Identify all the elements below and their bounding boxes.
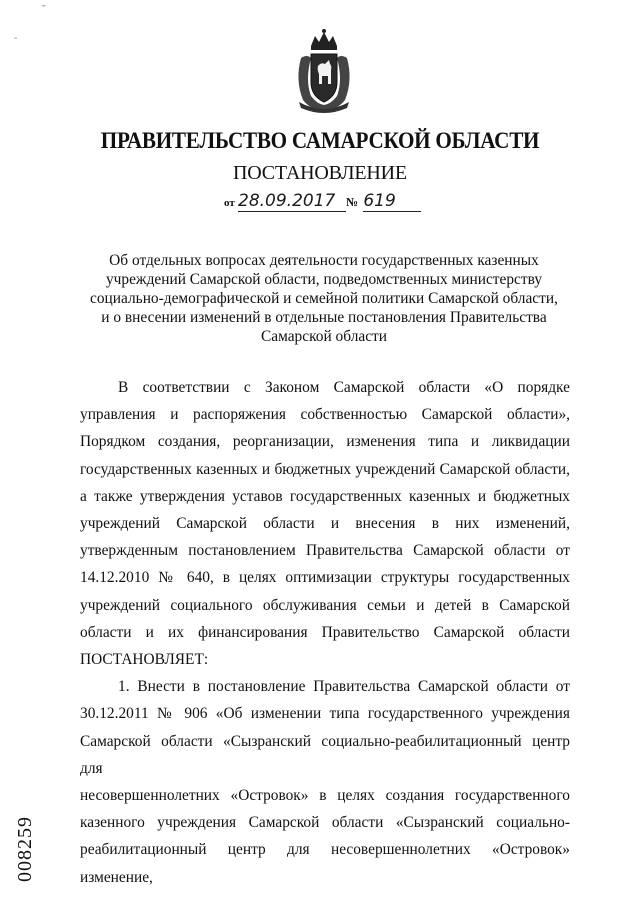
handwritten-number: 619 [363, 192, 421, 212]
scan-dash-mark: - [14, 33, 18, 44]
body-line: Самарской области «Сызранский социально-реабилитационный центр для [80, 732, 570, 777]
scan-tick-mark: ˇ [42, 4, 46, 16]
date-prefix: от [224, 197, 235, 209]
document-type: ПОСТАНОВЛЕНИЕ [233, 162, 407, 184]
body-line: 1. Внести в постановление Правительства Самарской области от [118, 678, 570, 696]
decree-subject [90, 251, 558, 346]
body-line: государственных казенных и бюджетных учреждений Самарской области, [80, 460, 570, 478]
subject-line: Об отдельных вопросах деятельности государственных казенных [109, 252, 539, 269]
date-number-line [224, 192, 421, 212]
body-line: учреждений Самарской области и внесения в них изменений, [80, 515, 570, 533]
body-line: управления и распоряжения собственностью Самарской области», [80, 406, 570, 424]
body-line: 30.12.2011 № 906 «Об изменении типа государственного учреждения [80, 705, 570, 723]
body-line: учреждений социального обслуживания семьи и детей в Самарской [80, 596, 570, 614]
samara-coat-of-arms-icon [291, 28, 357, 114]
subject-line: и о внесении изменений в отдельные постановления Правительства [101, 309, 547, 326]
subject-line: социально-демографической и семейной политики Самарской области, [90, 290, 558, 307]
government-title: ПРАВИТЕЛЬСТВО САМАРСКОЙ ОБЛАСТИ [100, 128, 540, 153]
body-line: утвержденным постановлением Правительства Самарской области от [80, 542, 570, 560]
body-line: а также утверждения уставов государственных казенных и бюджетных [80, 487, 570, 505]
decree-body [80, 374, 570, 891]
body-line: несовершеннолетних «Островок» в целях создания государственного [80, 787, 570, 805]
body-line: В соответствии с Законом Самарской области «О порядке [118, 379, 570, 396]
side-serial-number: 008259 [14, 816, 36, 882]
body-line: 14.12.2010 № 640, в целях оптимизации структуры государственных [80, 569, 570, 587]
handwritten-date: 28.09.2017 [238, 192, 346, 212]
body-line: ПОСТАНОВЛЯЕТ: [80, 651, 209, 669]
body-line: Порядком создания, реорганизации, изменения типа и ликвидации [80, 433, 570, 451]
number-prefix: № [346, 195, 359, 209]
subject-line: Самарской области [260, 328, 387, 345]
body-line: казенного учреждения Самарской области «Сызранский социально- [80, 814, 570, 832]
subject-line: учреждений Самарской области, подведомственных министерству [105, 271, 543, 288]
body-line: реабилитационный центр для несовершеннолетних «Островок» изменение, [80, 841, 570, 886]
body-line: области и их финансирования Правительство Самарской области [80, 623, 570, 641]
